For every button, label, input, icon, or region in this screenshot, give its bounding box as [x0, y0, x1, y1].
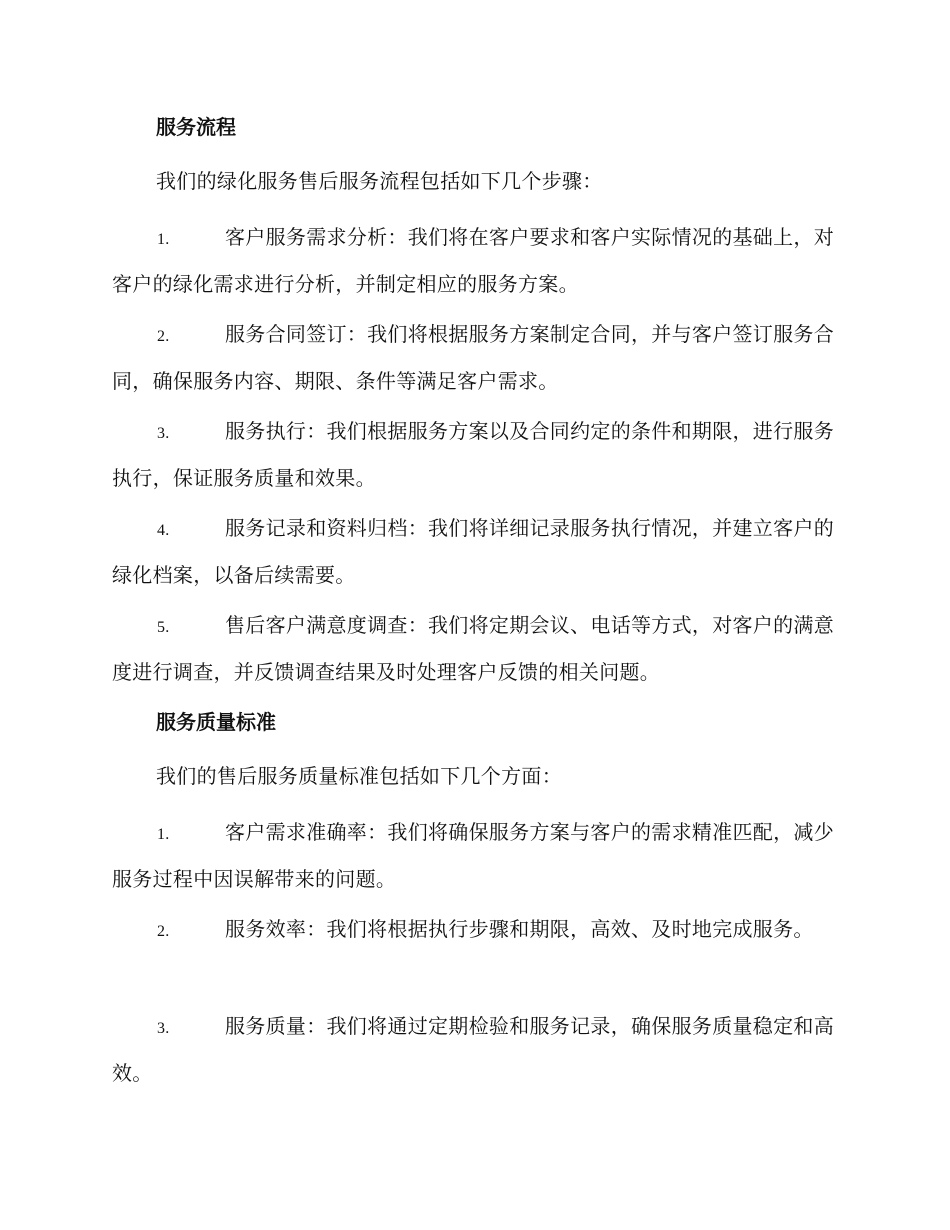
section-heading-service-quality: 服务质量标准	[156, 710, 276, 734]
list-item-number: 1.	[157, 826, 170, 843]
list-item-text: 客户需求准确率：我们将确保服务方案与客户的需求精准匹配，减少服务过程中因误解带来的问题。	[112, 820, 834, 891]
list-item-text: 服务执行：我们根据服务方案以及合同约定的条件和期限，进行服务执行，保证服务质量和效果。	[112, 419, 834, 490]
list-item	[112, 409, 836, 500]
section-intro-service-process: 我们的绿化服务售后服务流程包括如下几个步骤：	[156, 169, 603, 193]
list-item	[112, 506, 836, 597]
list-item-text: 服务合同签订：我们将根据服务方案制定合同，并与客户签订服务合同，确保服务内容、期限、条件等满足客户需求。	[112, 322, 834, 393]
list-item-text: 服务效率：我们将根据执行步骤和期限，高效、及时地完成服务。	[225, 917, 814, 941]
list-item-number: 3.	[157, 1020, 170, 1037]
list-item-number: 3.	[157, 425, 170, 442]
list-item	[112, 810, 836, 901]
list-item	[112, 1004, 836, 1095]
list-item	[112, 907, 836, 954]
list-item	[112, 215, 836, 306]
list-item-number: 5.	[157, 619, 170, 636]
list-item-text: 服务质量：我们将通过定期检验和服务记录，确保服务质量稳定和高效。	[112, 1014, 834, 1085]
list-item-number: 4.	[157, 522, 170, 539]
list-item-number: 1.	[157, 231, 170, 248]
section-heading-service-process: 服务流程	[156, 115, 236, 139]
list-item-text: 客户服务需求分析：我们将在客户要求和客户实际情况的基础上，对客户的绿化需求进行分析，并制定相应的服务方案。	[112, 225, 834, 296]
list-item-text: 售后客户满意度调查：我们将定期会议、电话等方式，对客户的满意度进行调查，并反馈调查结果及时处理客户反馈的相关问题。	[112, 613, 834, 684]
list-item-number: 2.	[157, 923, 170, 940]
list-item-text: 服务记录和资料归档：我们将详细记录服务执行情况，并建立客户的绿化档案，以备后续需要。	[112, 516, 834, 587]
list-item	[112, 312, 836, 403]
list-item	[112, 603, 836, 694]
section-intro-service-quality: 我们的售后服务质量标准包括如下几个方面：	[156, 764, 562, 788]
list-item-number: 2.	[157, 328, 170, 345]
